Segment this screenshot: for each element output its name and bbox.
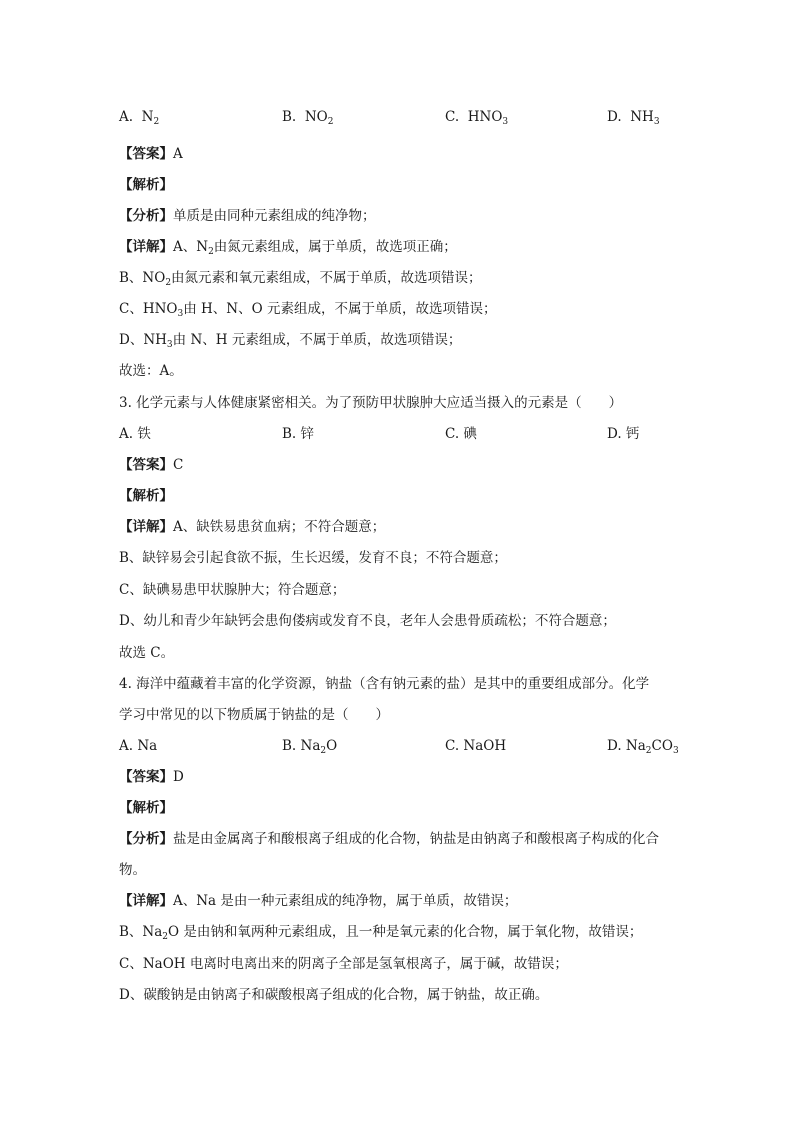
q4-stem-line2: 学习中常见的以下物质属于钠盐的是（ ） [119, 707, 389, 723]
q2-detail-d: D、$NH_3$由 N、H 元素组成，不属于单质，故选项错误； [119, 332, 462, 350]
q4-detail-d: D、碳酸钠是由钠离子和碳酸根离子组成的化合物，属于钠盐，故正确。 [119, 987, 549, 1003]
q2-option-d: D. $NH_3$ [607, 109, 660, 127]
q2-conclusion: 故选：A。 [119, 363, 183, 379]
q2-answer: 【答案】A [119, 146, 183, 162]
q4-fenxi-line2: 物。 [119, 862, 146, 878]
q4-analysis-heading: 【解析】 [119, 800, 173, 816]
q4-option-b: B. $Na_2O$ [282, 738, 338, 756]
q2-detail-c: C、$HNO_3$由 H、N、O 元素组成，不属于单质，故选项错误； [119, 301, 497, 319]
q4-option-c: C. NaOH [445, 738, 507, 754]
q3-option-b: B. 锌 [282, 426, 315, 442]
q3-detail-c: C、缺碘易患甲状腺肿大；符合题意； [119, 582, 346, 598]
q4-option-a: A. Na [119, 738, 158, 754]
q3-detail-b: B、缺锌易会引起食欲不振，生长迟缓，发育不良；不符合题意； [119, 550, 507, 566]
q3-detail-a: 【详解】A、缺铁易患贫血病；不符合题意； [119, 519, 386, 535]
q2-detail-b: B、$NO_2$由氮元素和氧元素组成，不属于单质，故选项错误； [119, 270, 482, 288]
q4-detail-a: 【详解】A、Na 是由一种元素组成的纯净物，属于单质，故错误； [119, 893, 518, 909]
q2-analysis-heading: 【解析】 [119, 177, 173, 193]
q2-detail-a: 【详解】A、$N_2$由氮元素组成，属于单质，故选项正确； [119, 239, 457, 257]
q4-detail-c: C、NaOH 电离时电离出来的阴离子全部是氢氧根离子，属于碱，故错误； [119, 956, 568, 972]
q4-stem-line1: 4. 海洋中蕴藏着丰富的化学资源，钠盐（含有钠元素的盐）是其中的重要组成部分。化学 [119, 676, 650, 692]
q4-fenxi-line1: 【分析】盐是由金属离子和酸根离子组成的化合物，钠盐是由钠离子和酸根离子构成的化合 [119, 831, 659, 847]
q4-answer: 【答案】D [119, 769, 184, 785]
q2-option-a: A. $N_2$ [119, 109, 160, 127]
q4-option-d: D. $Na_2CO_3$ [607, 738, 679, 756]
q4-detail-b: B、$Na_2O$ 是由钠和氧两种元素组成，且一种是氧元素的化合物，属于氧化物，故错误； [119, 924, 643, 942]
q3-option-d: D. 钙 [607, 426, 640, 442]
q3-conclusion: 故选 C。 [119, 645, 175, 661]
q2-fenxi: 【分析】单质是由同种元素组成的纯净物； [119, 208, 376, 224]
q3-stem: 3. 化学元素与人体健康紧密相关。为了预防甲状腺肿大应适当摄入的元素是（ ） [119, 395, 623, 411]
q3-option-a: A. 铁 [119, 426, 151, 442]
q3-detail-d: D、幼儿和青少年缺钙会患佝偻病或发育不良，老年人会患骨质疏松；不符合题意； [119, 613, 616, 629]
q2-option-b: B. $NO_2$ [282, 109, 334, 127]
q3-option-c: C. 碘 [445, 426, 477, 442]
q3-answer: 【答案】C [119, 457, 184, 473]
q3-analysis-heading: 【解析】 [119, 488, 173, 504]
q2-option-c: C. $HNO_3$ [445, 109, 509, 127]
